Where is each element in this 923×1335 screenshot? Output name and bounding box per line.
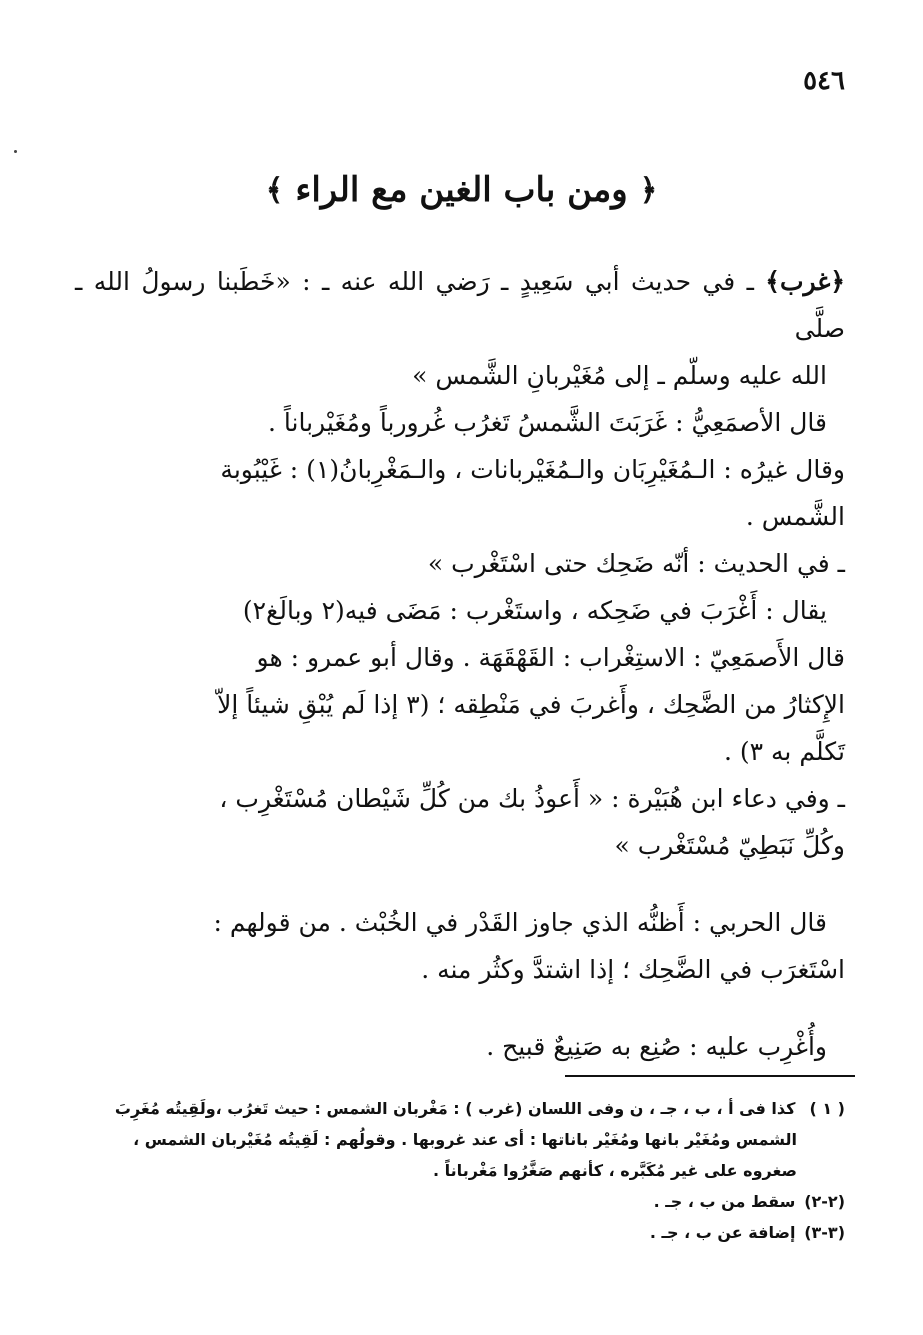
section-heading	[0, 170, 923, 210]
footnote-number: (٢-٢)	[804, 1192, 845, 1211]
ornament-left-icon: ﴾	[265, 172, 284, 208]
text-line: الشَّمس .	[745, 502, 845, 531]
text-line: قال الأَصمَعِيّ : الاستِغْراب : القَهْقَهَة . وقال أبو عمرو : هو	[256, 643, 845, 672]
footnote-text: الشمس ومُغَيْر بانها ومُغَيْر باناتها : أى عند غروبها . وقولُهم : لَقِيتُه مُغَيْربان الشمس ،	[133, 1130, 797, 1149]
footnote-text: كذا فى أ ، ب ، جـ ، ن وفى اللسان (غرب ) : مَغْربان الشمس : حيث تَغرُب ،ولَقِيتُه مُغَرِبَ	[114, 1099, 796, 1118]
text-line: ـ في حديث أبي سَعِيدٍ ـ رَضي الله عنه ـ : «خَطَبنا رسولُ الله ـ صلَّى	[75, 267, 845, 343]
section-title: ومن باب الغين مع الراء	[295, 170, 628, 210]
footnote-text: سقط من ب ، جـ .	[653, 1192, 796, 1211]
entry-paragraph-1	[75, 258, 845, 352]
text-line: وقال غيرُه : الـمُغَيْرِبَان والـمُغَيْربانات ، والـمَغْرِبانُ(١) : غَيْبُوبة	[220, 455, 845, 484]
text-line: ـ في الحديث : أنّه ضَحِك حتى اسْتَغْرب »	[427, 549, 845, 578]
footnote-3	[75, 1217, 845, 1248]
text-line: قال الحربي : أَظنُّه الذي جاوز القَدْر في الخُبْث . من قولهم :	[213, 908, 827, 937]
text-line: تَكلَّم به ٣) .	[723, 737, 845, 766]
text-line: وكُلِّ نَبَطِيّ مُسْتَغْرب »	[614, 831, 845, 860]
footnote-number: (٣-٣)	[804, 1223, 845, 1242]
footnote-1	[75, 1093, 845, 1124]
text-line: اسْتَغرَب في الضَّحِك ؛ إذا اشتدَّ وكثُر منه .	[421, 955, 845, 984]
entry-body	[75, 258, 845, 1070]
scan-speck	[14, 150, 17, 153]
footnotes	[75, 1093, 845, 1248]
footnote-text: صغروه على غير مُكَبَّره ، كأنهم صَغَّرُوا مَغْرباناً .	[433, 1161, 797, 1180]
footnote-text: إضافة عن ب ، جـ .	[649, 1223, 796, 1242]
entry-keyword: ﴿غرب﴾	[765, 267, 845, 296]
ornament-right-icon: ﴿	[639, 172, 658, 208]
text-line: ـ وفي دعاء ابن هُبَيْرة : « أَعوذُ بك من كُلِّ شَيْطان مُسْتَغْرِب ،	[219, 784, 845, 813]
page-number: ٥٤٦	[803, 66, 845, 96]
footnote-number: ( ١ )	[809, 1099, 845, 1118]
text-line: الله عليه وسلّم ـ إلى مُغَيْربانِ الشَّمس »	[412, 361, 827, 390]
footnote-2	[75, 1186, 845, 1217]
text-line: قال الأصمَعِيُّ : غَرَبَتَ الشَّمسُ تَغرُب غُرورباً ومُغَيْرباناً .	[268, 408, 827, 437]
footnote-divider	[565, 1075, 855, 1077]
text-line: وأُغْرِب عليه : صُنِع به صَنِيعٌ قبيح .	[486, 1032, 827, 1061]
text-line: الإِكثارُ من الضَّحِك ، وأَغربَ في مَنْطِقه ؛ (٣ إذا لَم يُبْقِ شيئاً إلاّ	[217, 690, 845, 719]
text-line: يقال : أَغْرَبَ في ضَحِكه ، واستَغْرب : مَضَى فيه(٢ وبالَغ٢)	[242, 596, 827, 625]
